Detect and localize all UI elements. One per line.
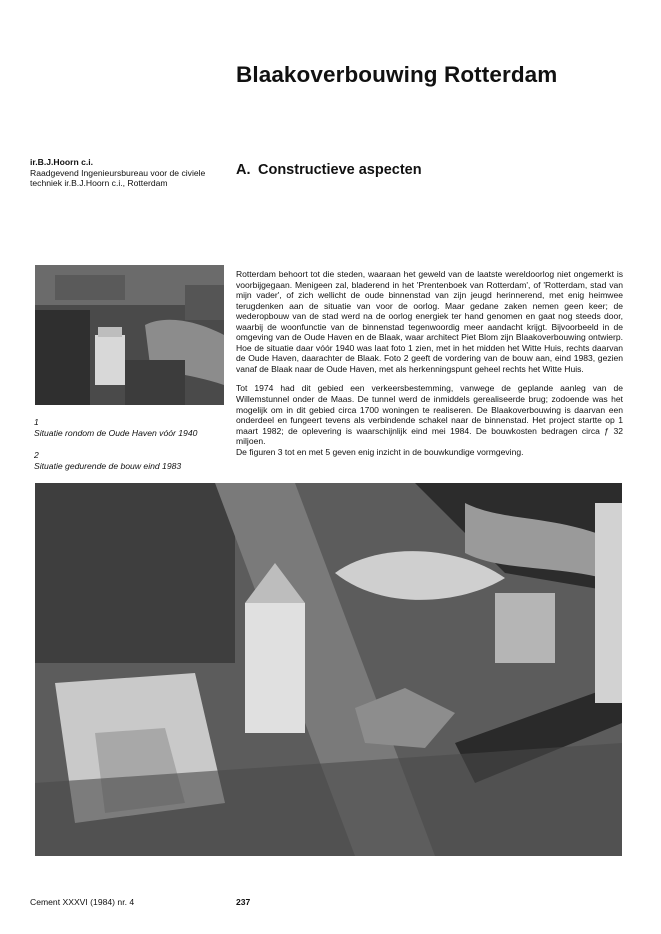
figure-2-photo: [35, 483, 622, 856]
section-heading: [236, 162, 422, 178]
page-number: 237: [236, 897, 251, 907]
body-paragraph: Rotterdam behoort tot die steden, waaraan het geweld van de laatste wereldoorlog niet ongemerkt is voorbijgegaan. Menigeen zal, bladerend in het 'Prentenboek van Rotterdam', of 'Rotterdam, stad van mijn vader', of zich wellicht de oude binnenstad van zijn jeugd herinnerend, met enig heimwee terugdenken aan de situatie van voor de oorlog. Maar gedane zaken nemen geen keer; de wederopbouw van de stad werd na de oorlog energiek ter hand genomen en gaat nog steeds door, waarbij de woonfunctie van de binnenstad tegenwoordig meer aandacht krijgt. Bijvoorbeeld in de omgeving van de Oude Haven en de Blaak, waar architect Piet Blom zijn Blaakoverbouwing ontwierp. Hoe de situatie daar vóór 1940 was laat foto 1 zien, met in het midden het Witte Huis, rechts daarvan de Oude Haven, daarachter de Blaak. Foto 2 geeft de vordering van de bouw aan, eind 1983, gezien vanaf de Blaak naar de Oude Haven, met als herkenningspunt geheel rechts het Witte Huis.: [236, 269, 623, 374]
figure-1-caption-text: Situatie rondom de Oude Haven vóór 1940: [34, 428, 198, 438]
figure-2-number: 2: [34, 450, 39, 460]
page-title: Blaakoverbouwing Rotterdam: [236, 62, 558, 87]
author-block: [30, 157, 230, 189]
figure-2-caption-text: Situatie gedurende de bouw eind 1983: [34, 461, 182, 471]
author-name: ir.B.J.Hoorn c.i.: [30, 157, 94, 167]
section-title: Constructieve aspecten: [258, 162, 422, 178]
section-letter: A.: [236, 162, 251, 178]
figure-1-caption: [34, 417, 234, 439]
footer-journal: Cement XXXVI (1984) nr. 4: [30, 897, 135, 907]
figure-1-number: 1: [34, 417, 39, 427]
body-paragraph: Tot 1974 had dit gebied een verkeersbestemming, vanwege de geplande aanleg van de Willemstunnel onder de Maas. De tunnel werd de inmiddels gerealiseerde brug; zodoende was het mogelijk om in dit gebied circa 1700 woningen te realiseren. De Blaakoverbouwing is daarvan een onderdeel en fungeert tevens als verbindende schakel naar de binnenstad. Het project startte op 1 maart 1982; de oplevering is waarschijnlijk eind mei 1984. De bouwkosten bedragen circa ƒ 32 miljoen.: [236, 383, 623, 447]
body-text: [236, 269, 623, 466]
body-paragraph: De figuren 3 tot en met 5 geven enig inzicht in de bouwkundige vormgeving.: [236, 446, 524, 457]
figure-1-photo: [35, 265, 224, 405]
figure-2-caption: [34, 450, 234, 472]
author-affiliation: Raadgevend Ingenieursbureau voor de civiele techniek ir.B.J.Hoorn c.i., Rotterdam: [30, 167, 206, 188]
